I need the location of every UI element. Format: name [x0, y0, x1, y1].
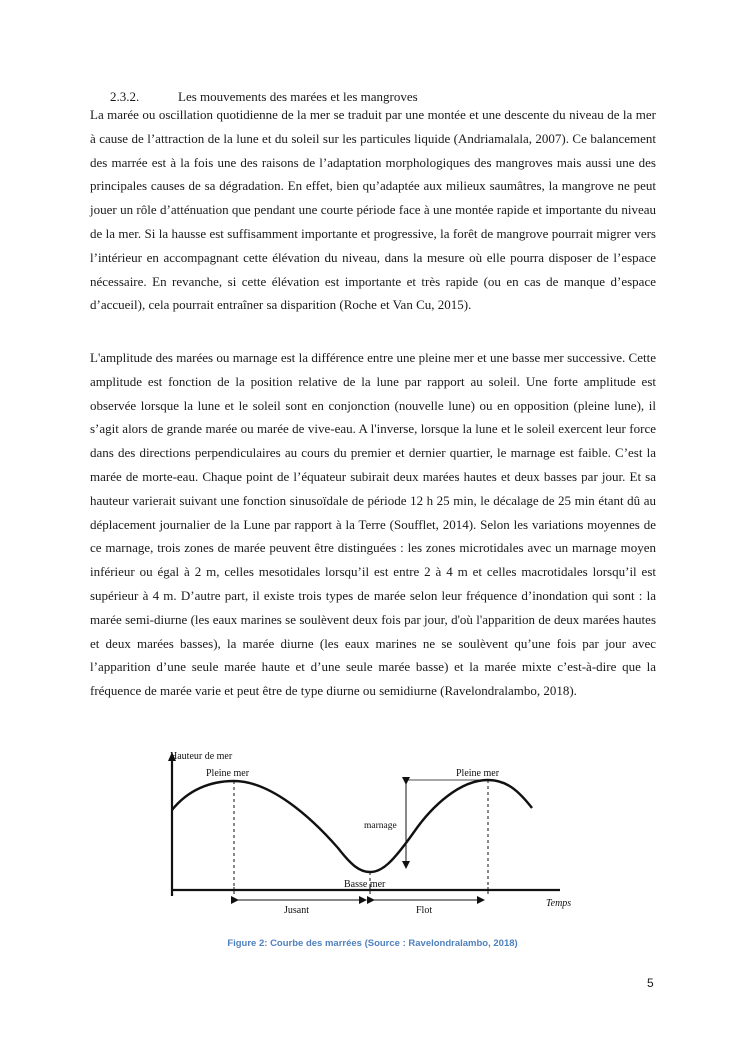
figure-caption: Figure 2: Courbe des marrées (Source : Ravelondralambo, 2018)	[227, 938, 518, 949]
flood-label: Flot	[416, 905, 433, 916]
ebb-label: Jusant	[284, 905, 309, 916]
y-axis-label: Hauteur de mer	[170, 751, 233, 762]
paragraph-tidal-range: L'amplitude des marées ou marnage est la différence entre une pleine mer et une basse mer successive. Cette amplitude est fonction de la position relative de la lune par rapport au soleil. Une forte amplitude est observée lorsque la lune et le soleil sont en conjonction (nouvelle lune) ou en opposition (pleine lune), il s’agit alors de grande marée ou marée de vive-eau. A l'inverse, lorsque la lune et le soleil exercent leur force dans des directions perpendiculaires au cours du premier et dernier quartier, le marnage est faible. C’est la marée de morte-eau. Chaque point de l’équateur subirait deux marées hautes et deux basses par jour. Et sa hauteur varierait suivant une fonction sinusoïdale de période 12 h 25 min, le décalage de 25 min étant dû au déplacement journalier de la Lune par rapport à la Terre (Soufflet, 2014). Selon les variations moyennes de ce marnage, trois zones de marée peuvent être distinguées : les zones microtidales avec un marnage moyen inférieur ou égal à 2 m, celles mesotidales lorsqu’il est entre 2 à 4 m et celles macrotidales lorsqu’il est supérieur à 4 m. D’autre part, il existe trois types de marée selon leur fréquence d’inondation qui sont : la marée semi-diurne (les eaux marines se soulèvent deux fois par jour, d'où l'apparition de deux marées hautes et deux marées basses), la marée diurne (les eaux marines ne se soulèvent qu’une fois par jour avec l’apparition d’une seule marée haute et d’une seule marée basse) et la marée mixte c’est-à-dire que la fréquence de marée varie et peut être de type diurne ou semidiurne (Ravelondralambo, 2018).	[90, 350, 656, 699]
paragraph-tides-intro: La marée ou oscillation quotidienne de la mer se traduit par une montée et une descente du niveau de la mer à cause de l’attraction de la lune et du soleil sur les particules liquide (Andriamalala, 2007). Ce balancement des marrée est à la fois une des raisons de l’adaptation morphologiques des mangroves mais aussi une des principales causes de sa dégradation. En effet, bien qu’adaptée aux milieux saumâtres, la mangrove ne peut jouer un rôle d’atténuation que pendant une courte période face à une montée rapide et importante du niveau de la mer. Si la hausse est suffisamment importante et progressive, la forêt de mangrove pourrait migrer vers l’intérieur en accompagnant cette élévation du niveau, dans la mesure où elle pourra disposer de l’espace nécessaire. En revanche, si cette élévation est importante et très rapide (ou en cas de manque d’espace d’accueil), cela pourrait entraîner sa disparition (Roche et Van Cu, 2015).	[90, 107, 656, 313]
page-number: 5	[647, 976, 654, 990]
high-tide-label-2: Pleine mer	[456, 768, 500, 779]
x-axis-label: Temps	[546, 898, 572, 909]
tide-curve	[172, 780, 532, 872]
tide-curve-diagram	[160, 748, 590, 918]
tidal-range-label: marnage	[364, 821, 397, 831]
high-tide-label-1: Pleine mer	[206, 768, 250, 779]
tide-curve-figure	[160, 748, 590, 918]
section-number: 2.3.2.	[110, 89, 140, 104]
section-title: Les mouvements des marées et les mangroves	[178, 89, 418, 104]
low-tide-label: Basse mer	[344, 879, 386, 890]
